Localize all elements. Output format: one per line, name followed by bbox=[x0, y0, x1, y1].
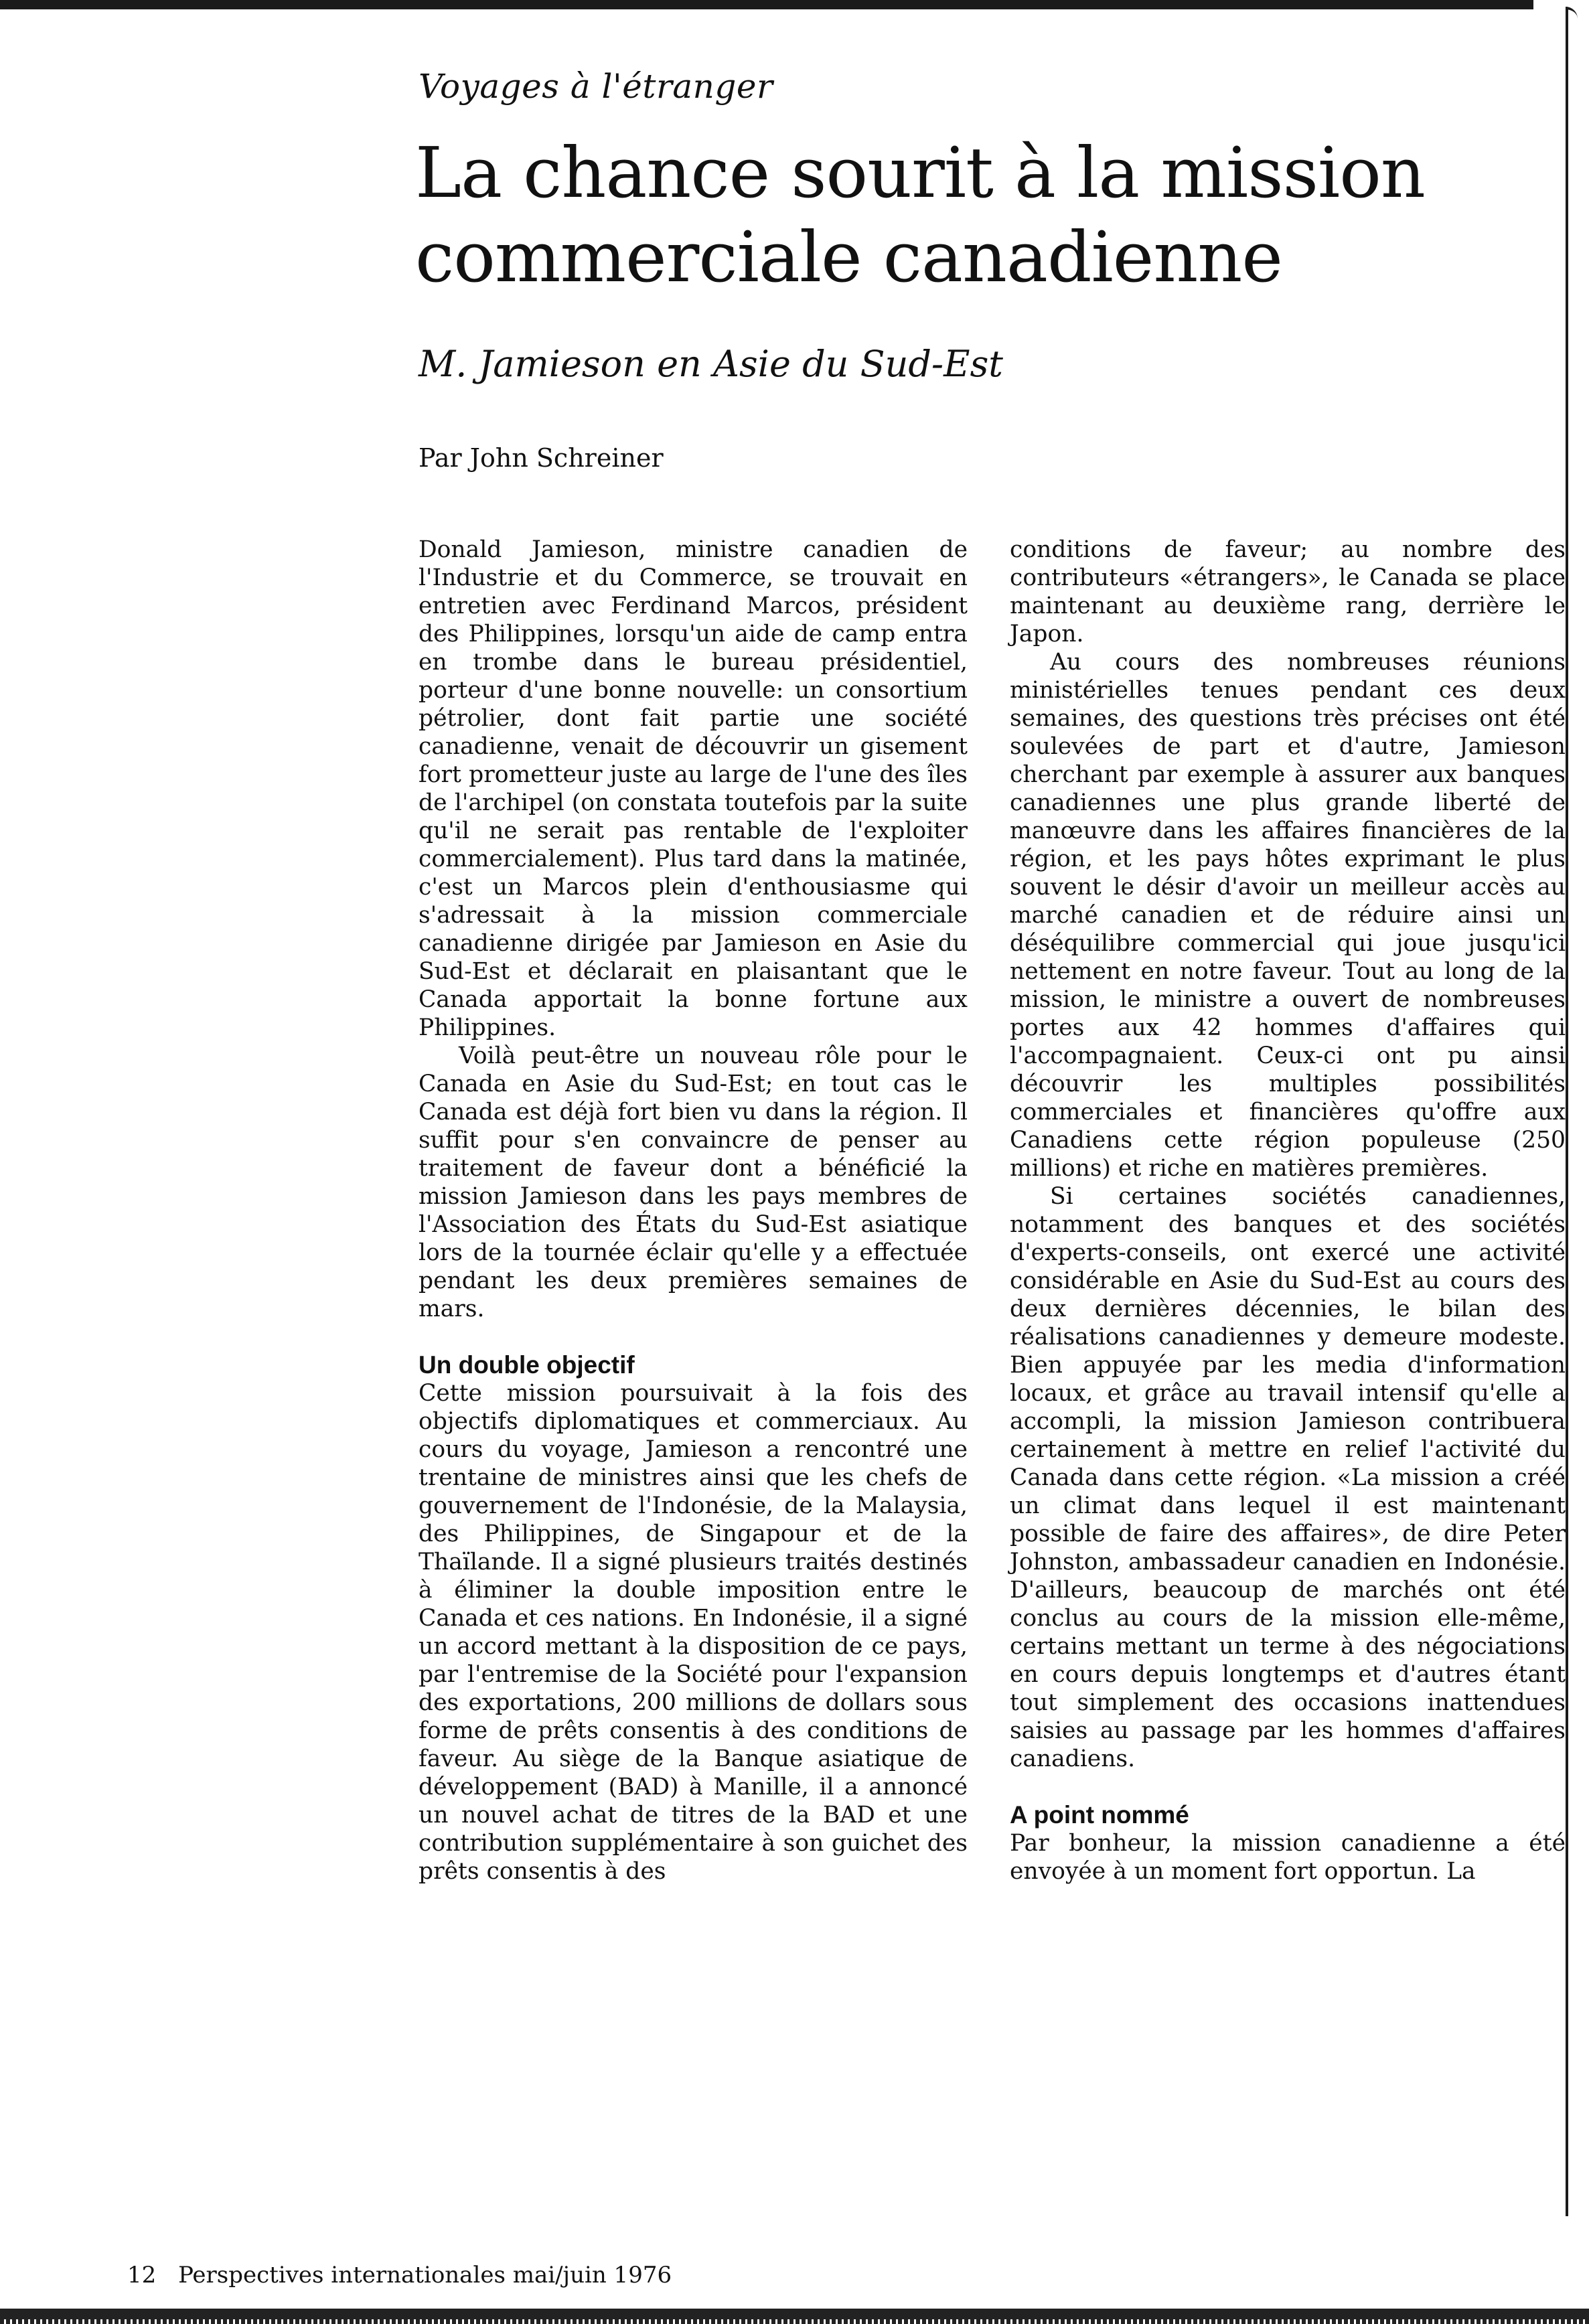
section-kicker: Voyages à l'étranger bbox=[419, 67, 773, 106]
left-text-column bbox=[419, 536, 968, 1885]
paragraph: Au cours des nombreuses réunions ministérielles tenues pendant ces deux semaines, des questions très précises ont été soulevées de part et d'autre, Jamieson cherchant par exemple à assurer aux banques canadiennes une plus grande liberté de manœuvre dans les affaires financières de la région, et les pays hôtes exprimant le plus souvent le désir d'avoir un meilleur accès au marché canadien et de réduire ainsi un déséquilibre commercial qui joue jusqu'ici nettement en notre faveur. Tout au long de la mission, le ministre a ouvert de nombreuses portes aux 42 hommes d'affaires qui l'accompagnaient. Ceux-ci ont pu ainsi découvrir les multiples possibilités commerciales et financières qu'offre aux Canadiens cette région populeuse (250 millions) et riche en matières premières. bbox=[1010, 649, 1566, 1182]
scan-edge-right bbox=[1566, 7, 1578, 2216]
paragraph: Si certaines sociétés canadiennes, notamment des banques et des sociétés d'experts-conseils, ont exercé une activité considérable en Asie du Sud-Est au cours des deux dernières décennies, le bilan des réalisations canadiennes y demeure modeste. Bien appuyée par les media d'information locaux, et grâce au travail intensif qu'elle a accompli, la mission Jamieson contribuera certainement à mettre en relief l'activité du Canada dans cette région. «La mission a créé un climat dans lequel il est maintenant possible de faire des affaires», de dire Peter Johnston, ambassadeur canadien en Indonésie. D'ailleurs, beaucoup de marchés ont été conclus au cours de la mission elle-même, certains mettant un terme à des négociations en cours depuis longtemps et d'autres étant tout simplement des occasions inattendues saisies au passage par les hommes d'affaires canadiens. bbox=[1010, 1183, 1566, 1772]
paragraph: Cette mission poursuivait à la fois des objectifs diplomatiques et commerciaux. Au cours du voyage, Jamieson a rencontré une trentaine de ministres ainsi que les chefs de gouvernement de l'Indonésie, de la Malaysia, des Philippines, de Singapour et de la Thaïlande. Il a signé plusieurs traités destinés à éliminer la double imposition entre le Canada et ces nations. En Indonésie, il a signé un accord mettant à la disposition de ce pays, par l'entremise de la Société pour l'expansion des exportations, 200 millions de dollars sous forme de prêts consentis à des conditions de faveur. Au siège de la Banque asiatique de développement (BAD) à Manille, il a annoncé un nouvel achat de titres de la BAD et une contribution supplémentaire à son guichet des prêts consentis à des bbox=[419, 1380, 968, 1885]
page-footer bbox=[127, 2262, 672, 2289]
section-heading: Un double objectif bbox=[419, 1351, 635, 1379]
article-byline: Par John Schreiner bbox=[419, 443, 664, 473]
paragraph: Voilà peut-être un nouveau rôle pour le Canada en Asie du Sud-Est; en tout cas le Canada est déjà fort bien vu dans la région. Il suffit pour s'en convaincre de penser au traitement de faveur dont a bénéficié la mission Jamieson dans les pays membres de l'Association des États du Sud-Est asiatique lors de la tournée éclair qu'elle y a effectuée pendant les deux premières semaines de mars. bbox=[419, 1042, 968, 1322]
section-heading: A point nommé bbox=[1010, 1801, 1189, 1829]
paragraph: Par bonheur, la mission canadienne a été envoyée à un moment fort opportun. La bbox=[1010, 1830, 1566, 1885]
headline-line-1: La chance sourit à la mission bbox=[415, 132, 1425, 214]
article-subtitle: M. Jamieson en Asie du Sud-Est bbox=[419, 343, 1003, 385]
publication-name: Perspectives internationales mai/juin 1976 bbox=[178, 2262, 672, 2289]
scan-edge-top bbox=[0, 0, 1533, 9]
right-text-column bbox=[1010, 536, 1566, 1885]
scan-edge-bottom bbox=[0, 2309, 1589, 2319]
page-number: 12 bbox=[127, 2262, 157, 2289]
headline-line-2: commerciale canadienne bbox=[415, 216, 1282, 298]
page-title bbox=[415, 131, 1554, 299]
paragraph: Donald Jamieson, ministre canadien de l'Industrie et du Commerce, se trouvait en entretien avec Ferdinand Marcos, président des Philippines, lorsqu'un aide de camp entra en trombe dans le bureau présidentiel, porteur d'une bonne nouvelle: un consortium pétrolier, dont fait partie une société canadienne, venait de découvrir un gisement fort prometteur juste au large de l'une des îles de l'archipel (on constata toutefois par la suite qu'il ne serait pas rentable de l'exploiter commercialement). Plus tard dans la matinée, c'est un Marcos plein d'enthousiasme qui s'adressait à la mission commerciale canadienne dirigée par Jamieson en Asie du Sud-Est et déclarait en plaisantant que le Canada apportait la bonne fortune aux Philippines. bbox=[419, 536, 968, 1041]
paragraph: conditions de faveur; au nombre des contributeurs «étrangers», le Canada se place maintenant au deuxième rang, derrière le Japon. bbox=[1010, 536, 1566, 647]
